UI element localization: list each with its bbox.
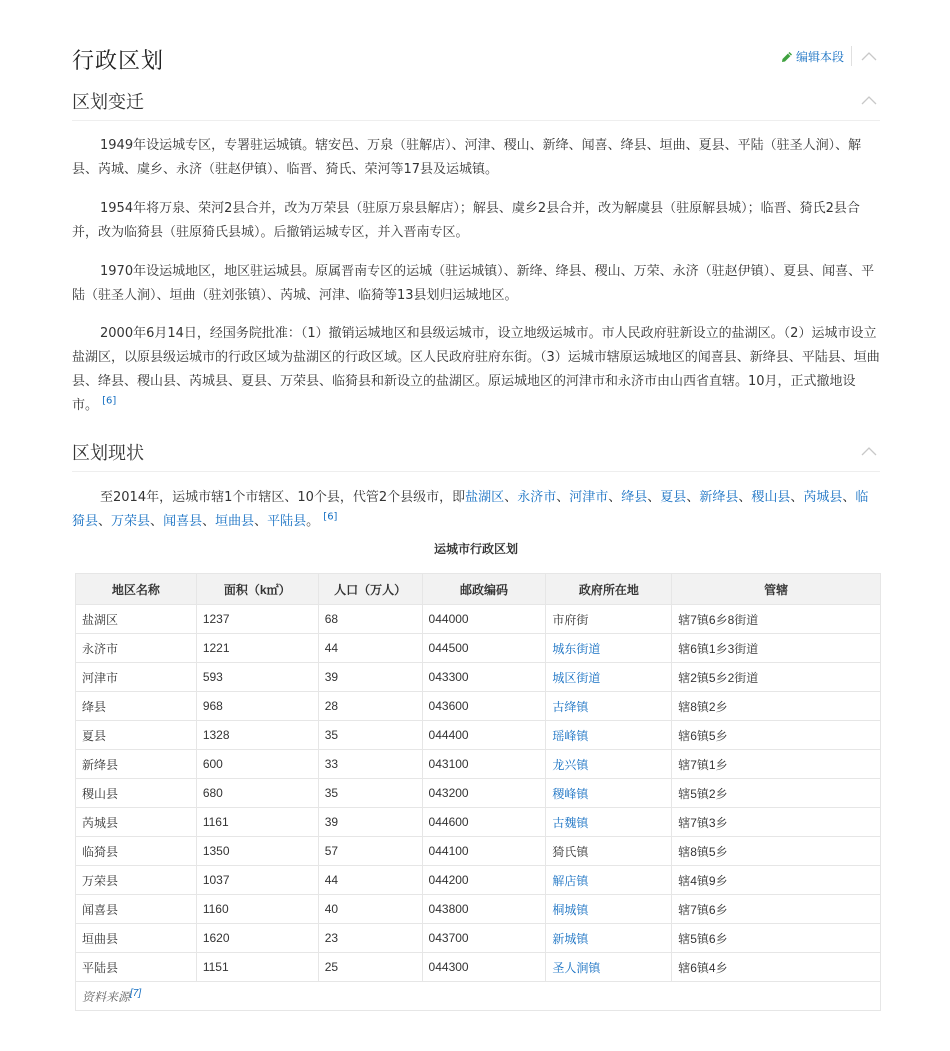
subsection-header bbox=[72, 86, 880, 121]
paragraph: 至2014年，运城市辖1个市辖区、10个县，代管2个县级市，即盐湖区、永济市、河津市、绛县、夏县、新绛县、稷山县、芮城县、临猗县、万荣县、闻喜县、垣曲县、平陆县。 [6] bbox=[72, 490, 869, 529]
cell-population: 23 bbox=[318, 924, 422, 953]
cell-population: 35 bbox=[318, 779, 422, 808]
cell-postcode: 044000 bbox=[422, 605, 546, 634]
collapse-section-button[interactable] bbox=[860, 50, 878, 62]
cell-postcode: 044100 bbox=[422, 837, 546, 866]
table-caption: 运城市行政区划 bbox=[433, 542, 518, 556]
column-header: 政府所在地 bbox=[546, 574, 672, 605]
cell-area: 680 bbox=[196, 779, 318, 808]
cell-population: 39 bbox=[318, 663, 422, 692]
district-link[interactable]: 平陆县 bbox=[267, 514, 307, 529]
cell-seat: 市府街 bbox=[546, 605, 672, 634]
cell-jurisdiction: 辖5镇6乡 bbox=[672, 924, 881, 953]
collapse-subsection-button[interactable] bbox=[860, 94, 878, 106]
cell-district: 绛县 bbox=[76, 692, 197, 721]
cell-jurisdiction: 辖6镇4乡 bbox=[672, 953, 881, 982]
cell-jurisdiction: 辖6镇1乡3街道 bbox=[672, 634, 881, 663]
collapse-subsection-button[interactable] bbox=[860, 445, 878, 457]
district-link[interactable]: 闻喜县 bbox=[163, 514, 203, 529]
edit-section-label: 编辑本段 bbox=[795, 50, 844, 64]
cell-population: 35 bbox=[318, 721, 422, 750]
cell-postcode: 043200 bbox=[422, 779, 546, 808]
cell-population: 39 bbox=[318, 808, 422, 837]
cell-district: 永济市 bbox=[76, 634, 197, 663]
table-row bbox=[76, 605, 881, 634]
cell-jurisdiction: 辖7镇3乡 bbox=[672, 808, 881, 837]
cell-jurisdiction: 辖8镇5乡 bbox=[672, 837, 881, 866]
reference-link[interactable]: [6] bbox=[102, 395, 117, 407]
cell-district: 芮城县 bbox=[76, 808, 197, 837]
paragraph: 2000年6月14日，经国务院批准：（1）撤销运城地区和县级运城市，设立地级运城市。市人民政府驻新设立的盐湖区。（2）运城市设立盐湖区，以原县级运城市的行政区域为盐湖区的行政区域。区人民政府驻府东街。（3）运城市辖原运城地区的闻喜县、新绛县、平陆县、垣曲县、绛县、稷山县、芮城县、夏县、万荣县、临猗县和新设立的盐湖区。原运城地区的河津市和永济市由山西省直辖。10月，正式撤地设市。 [6] bbox=[72, 326, 880, 413]
table-row bbox=[76, 837, 881, 866]
cell-jurisdiction: 辖7镇6乡 bbox=[672, 895, 881, 924]
cell-area: 1161 bbox=[196, 808, 318, 837]
table-row bbox=[76, 750, 881, 779]
subsection-title: 区划现状 bbox=[72, 443, 144, 464]
cell-jurisdiction: 辖7镇6乡8街道 bbox=[672, 605, 881, 634]
cell-seat[interactable]: 圣人涧镇 bbox=[546, 953, 672, 982]
cell-seat: 猗氏镇 bbox=[546, 837, 672, 866]
reference-link[interactable]: [7] bbox=[130, 987, 142, 999]
cell-seat[interactable]: 古魏镇 bbox=[546, 808, 672, 837]
cell-postcode: 043600 bbox=[422, 692, 546, 721]
table-source: 资料来源[7] bbox=[76, 982, 881, 1011]
pencil-icon bbox=[781, 51, 793, 63]
table-row bbox=[76, 895, 881, 924]
reference-link[interactable]: [6] bbox=[323, 511, 338, 523]
district-link[interactable]: 夏县 bbox=[660, 490, 687, 505]
cell-population: 25 bbox=[318, 953, 422, 982]
column-header: 邮政编码 bbox=[422, 574, 546, 605]
paragraph: 1954年将万泉、荣河2县合并，改为万荣县（驻原万泉县解店）；解县、虞乡2县合并，改为解虞县（驻原解县城）；临晋、猗氏2县合并，改为临猗县（驻原猗氏县城）。后撤销运城专区，并入晋南专区。 bbox=[72, 201, 860, 240]
cell-district: 盐湖区 bbox=[76, 605, 197, 634]
cell-area: 593 bbox=[196, 663, 318, 692]
table-row bbox=[76, 692, 881, 721]
cell-postcode: 044600 bbox=[422, 808, 546, 837]
chevron-up-icon bbox=[860, 50, 878, 62]
district-table bbox=[75, 573, 881, 1011]
cell-postcode: 043700 bbox=[422, 924, 546, 953]
table-row bbox=[76, 924, 881, 953]
cell-area: 1151 bbox=[196, 953, 318, 982]
district-link[interactable]: 稷山县 bbox=[751, 490, 791, 505]
cell-area: 600 bbox=[196, 750, 318, 779]
cell-seat[interactable]: 龙兴镇 bbox=[546, 750, 672, 779]
cell-seat[interactable]: 桐城镇 bbox=[546, 895, 672, 924]
cell-postcode: 043800 bbox=[422, 895, 546, 924]
cell-area: 1328 bbox=[196, 721, 318, 750]
chevron-up-icon bbox=[860, 445, 878, 457]
table-row bbox=[76, 663, 881, 692]
cell-population: 68 bbox=[318, 605, 422, 634]
cell-jurisdiction: 辖5镇2乡 bbox=[672, 779, 881, 808]
column-header: 人口（万人） bbox=[318, 574, 422, 605]
cell-population: 40 bbox=[318, 895, 422, 924]
cell-area: 1221 bbox=[196, 634, 318, 663]
district-link[interactable]: 新绛县 bbox=[699, 490, 739, 505]
cell-population: 33 bbox=[318, 750, 422, 779]
cell-area: 1037 bbox=[196, 866, 318, 895]
district-link[interactable]: 临猗县 bbox=[72, 490, 869, 529]
column-header: 地区名称 bbox=[76, 574, 197, 605]
cell-jurisdiction: 辖4镇9乡 bbox=[672, 866, 881, 895]
cell-jurisdiction: 辖8镇2乡 bbox=[672, 692, 881, 721]
district-link[interactable]: 河津市 bbox=[569, 490, 609, 505]
paragraph: 1949年设运城专区，专署驻运城镇。辖安邑、万泉（驻解店）、河津、稷山、新绛、闻喜、绛县、垣曲、夏县、平陆（驻圣人涧）、解县、芮城、虞乡、永济（驻赵伊镇）、临晋、猗氏、荣河等17县及运城镇。 bbox=[72, 138, 862, 177]
cell-jurisdiction: 辖7镇1乡 bbox=[672, 750, 881, 779]
cell-jurisdiction: 辖2镇5乡2街道 bbox=[672, 663, 881, 692]
cell-seat[interactable]: 稷峰镇 bbox=[546, 779, 672, 808]
cell-district: 稷山县 bbox=[76, 779, 197, 808]
district-link[interactable]: 万荣县 bbox=[111, 514, 151, 529]
subsection-title: 区划变迁 bbox=[72, 92, 144, 113]
cell-district: 河津市 bbox=[76, 663, 197, 692]
chevron-up-icon bbox=[860, 94, 878, 106]
cell-district: 新绛县 bbox=[76, 750, 197, 779]
cell-postcode: 043100 bbox=[422, 750, 546, 779]
cell-population: 28 bbox=[318, 692, 422, 721]
district-link[interactable]: 绛县 bbox=[621, 490, 648, 505]
cell-jurisdiction: 辖6镇5乡 bbox=[672, 721, 881, 750]
edit-section-button[interactable] bbox=[781, 48, 844, 65]
cell-district: 垣曲县 bbox=[76, 924, 197, 953]
district-link[interactable]: 盐湖区 bbox=[465, 490, 505, 505]
cell-seat[interactable]: 瑶峰镇 bbox=[546, 721, 672, 750]
cell-area: 1237 bbox=[196, 605, 318, 634]
table-row bbox=[76, 866, 881, 895]
cell-postcode: 044300 bbox=[422, 953, 546, 982]
district-link[interactable]: 永济市 bbox=[517, 490, 557, 505]
cell-area: 1620 bbox=[196, 924, 318, 953]
district-link[interactable]: 垣曲县 bbox=[215, 514, 255, 529]
table-row bbox=[76, 953, 881, 982]
table-row bbox=[76, 808, 881, 837]
table-row bbox=[76, 721, 881, 750]
table-source-row bbox=[76, 982, 881, 1011]
cell-postcode: 044200 bbox=[422, 866, 546, 895]
divider bbox=[851, 46, 852, 66]
intro-link-list: 盐湖区、永济市、河津市、绛县、夏县、新绛县、稷山县、芮城县、临猗县、万荣县、闻喜县、垣曲县、平陆县 bbox=[72, 490, 869, 529]
cell-seat[interactable]: 新城镇 bbox=[546, 924, 672, 953]
cell-population: 44 bbox=[318, 866, 422, 895]
paragraph: 1970年设运城地区，地区驻运城县。原属晋南专区的运城（驻运城镇）、新绛、绛县、稷山、万荣、永济（驻赵伊镇）、夏县、闻喜、平陆（驻圣人涧）、垣曲（驻刘张镇）、芮城、河津、临猗等13县划归运城地区。 bbox=[72, 264, 875, 303]
cell-postcode: 044500 bbox=[422, 634, 546, 663]
cell-area: 1350 bbox=[196, 837, 318, 866]
cell-postcode: 043300 bbox=[422, 663, 546, 692]
cell-seat[interactable]: 城区街道 bbox=[546, 663, 672, 692]
table-header-row bbox=[76, 574, 881, 605]
cell-district: 夏县 bbox=[76, 721, 197, 750]
table-row bbox=[76, 779, 881, 808]
cell-area: 968 bbox=[196, 692, 318, 721]
cell-area: 1160 bbox=[196, 895, 318, 924]
cell-seat[interactable]: 城东街道 bbox=[546, 634, 672, 663]
cell-seat[interactable]: 古绛镇 bbox=[546, 692, 672, 721]
column-header: 管辖 bbox=[672, 574, 881, 605]
cell-seat[interactable]: 解店镇 bbox=[546, 866, 672, 895]
table-row bbox=[76, 634, 881, 663]
cell-population: 57 bbox=[318, 837, 422, 866]
cell-district: 万荣县 bbox=[76, 866, 197, 895]
cell-district: 闻喜县 bbox=[76, 895, 197, 924]
section-title: 行政区划 bbox=[72, 49, 165, 74]
cell-district: 平陆县 bbox=[76, 953, 197, 982]
column-header: 面积（k㎡） bbox=[196, 574, 318, 605]
district-link[interactable]: 芮城县 bbox=[803, 490, 843, 505]
section-header bbox=[72, 40, 880, 80]
cell-population: 44 bbox=[318, 634, 422, 663]
subsection-header bbox=[72, 437, 880, 472]
cell-district: 临猗县 bbox=[76, 837, 197, 866]
cell-postcode: 044400 bbox=[422, 721, 546, 750]
